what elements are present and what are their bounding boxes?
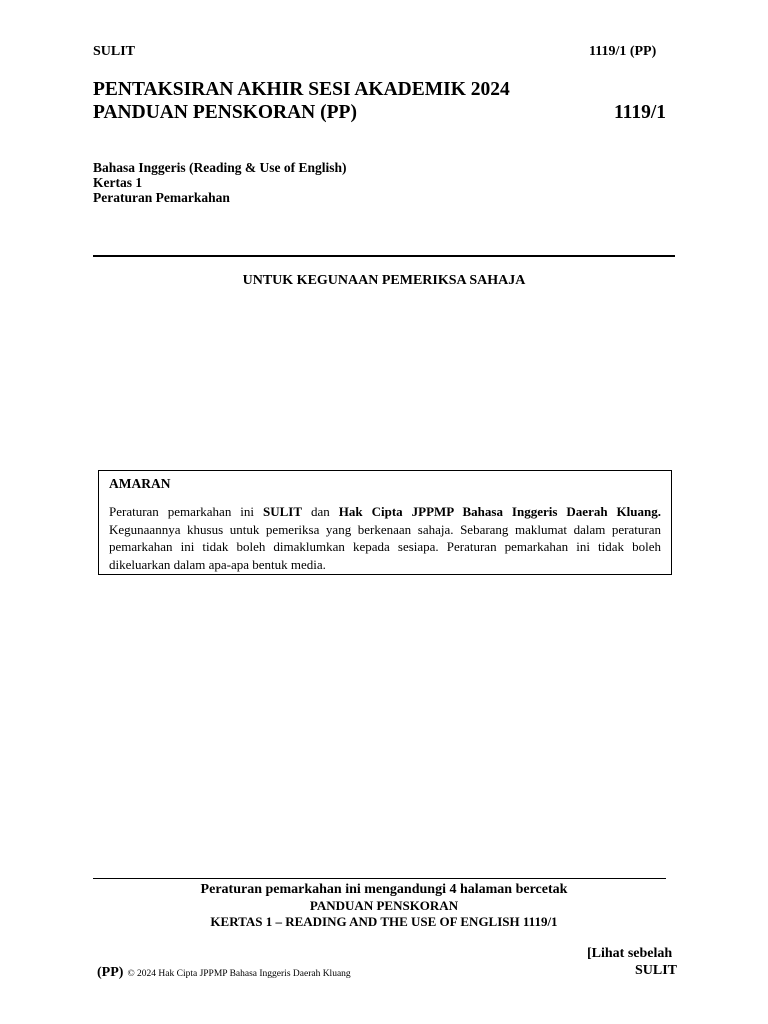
copyright-text: © 2024 Hak Cipta JPPMP Bahasa Inggeris Daerah Kluang — [127, 969, 351, 979]
warning-text-part3: Kegunaannya khusus untuk pemeriksa yang berkenaan sahaja. Sebarang maklumat dalam peraturan pemarkahan ini tidak boleh dimaklumkan kepada sesiapa. Peraturan pemarkahan ini tidak boleh dikeluarkan dalam apa-apa bentuk media. — [109, 521, 661, 572]
bottom-divider — [93, 878, 666, 879]
subject-block — [93, 160, 347, 205]
warning-title: AMARAN — [109, 476, 171, 491]
footer-page-count: Peraturan pemarkahan ini mengandungi 4 halaman bercetak — [200, 882, 568, 897]
examiner-only-notice: UNTUK KEGUNAAN PEMERIKSA SAHAJA — [242, 273, 526, 288]
document-title-line2: PANDUAN PENSKORAN (PP) — [93, 102, 357, 123]
see-next-page: [Lihat sebelah — [587, 946, 673, 961]
footer-classification: SULIT — [635, 963, 678, 978]
subject-doc-type: Peraturan Pemarkahan — [93, 190, 230, 205]
warning-text-part2: dan — [302, 504, 339, 519]
warning-text-part1: Peraturan pemarkahan ini — [109, 504, 263, 519]
footer-paper-title: KERTAS 1 – READING AND THE USE OF ENGLISH 1119/1 — [210, 914, 558, 929]
footer-info — [0, 881, 768, 930]
subject-paper: Kertas 1 — [93, 175, 143, 190]
warning-text — [109, 503, 661, 573]
warning-box — [98, 470, 672, 575]
document-title-code: 1119/1 — [614, 102, 667, 123]
subject-name: Bahasa Inggeris (Reading & Use of English) — [93, 160, 347, 175]
warning-text-sulit: SULIT — [263, 504, 303, 519]
footer-doc-type: PANDUAN PENSKORAN — [309, 898, 459, 913]
pp-tag: (PP) — [97, 965, 124, 980]
header-classification: SULIT — [93, 44, 136, 59]
copyright-line — [97, 963, 351, 981]
document-title-line1: PENTAKSIRAN AKHIR SESI AKADEMIK 2024 — [93, 79, 510, 100]
header-paper-code: 1119/1 (PP) — [589, 44, 657, 59]
warning-text-copyright-holder: Hak Cipta JPPMP Bahasa Inggeris Daerah Kluang. — [338, 504, 661, 519]
top-divider — [93, 255, 675, 257]
